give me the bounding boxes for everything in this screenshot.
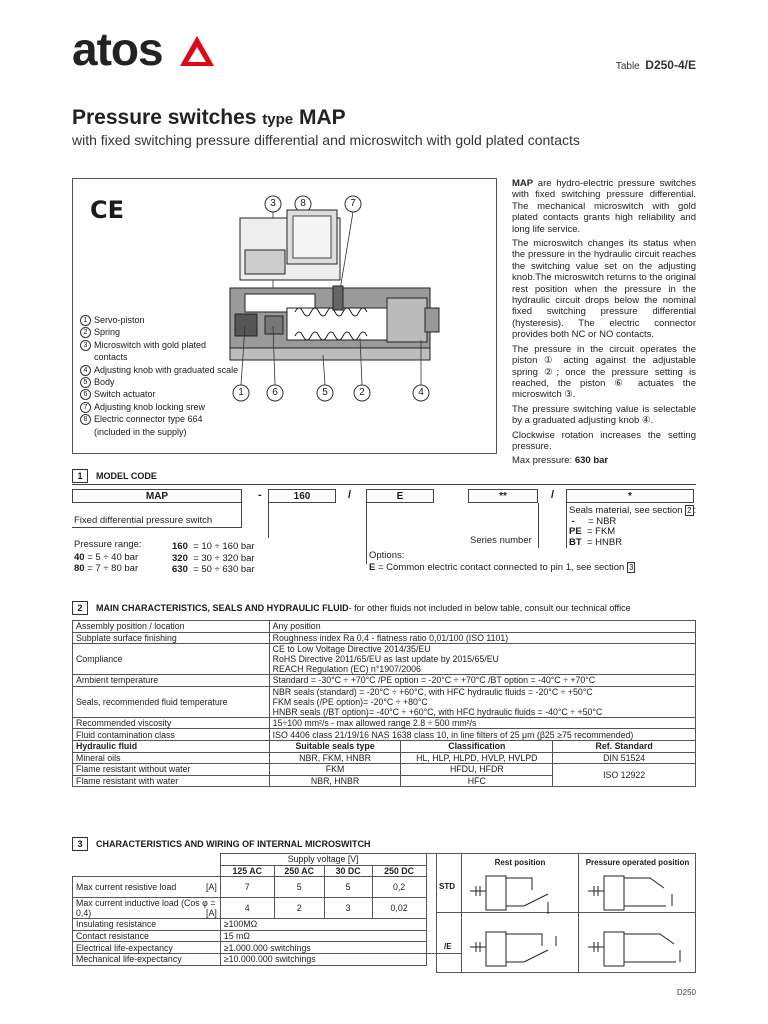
e-label: /E (444, 942, 452, 951)
legend-text: Microswitch with gold plated contacts (94, 339, 207, 363)
fluid-row: Flame resistant with water NBR, HNBR HFC (73, 775, 696, 787)
ce-mark: CE (90, 196, 125, 224)
page-subtitle: with fixed switching pressure differential and microswitch with gold plated contacts (72, 132, 580, 148)
brand-triangle-icon (178, 34, 216, 68)
table-row (73, 686, 696, 717)
code-box-seals: * (566, 489, 694, 503)
table-row (73, 644, 696, 675)
std-label: STD (439, 882, 455, 891)
row-label: Fluid contamination class (73, 729, 270, 741)
page-number: D250 (676, 988, 696, 997)
brand-logo: atos (72, 23, 163, 75)
table-row (73, 621, 696, 633)
pressure-position-label: Pressure operated position (585, 858, 690, 867)
product-description: MAP are hydro-electric pressure switches with fixed switching pressure differential. The mechanical microswitch with gold plated contacts grants high reliability and long life service. The microswitch changes its status when the pressure in the hydraulic circuit reaches the switching value set on the adjusting knob.The microswitch returns to the original rest position when the pressure in the hydraulic circuit drops below the nominal fixed switching pressure differential (hysteresis). The electric connector provides both NC or NO contacts. The pressure in the circuit operates the piston ① acting against the adjustable spring ②; once the pressure setting is reached, the piston ⑥ actuates the microswitch ③. The pressure switching value is selectable by a graduated adjusting knob ④. Clockwise rotation increases the setting pressure. Max pressure: 630 bar (512, 178, 696, 467)
row-label: Compliance (73, 644, 270, 675)
microswitch-table: Supply voltage [V] 125 AC 250 AC 30 DC 250 DC Max current resistive load [A] 7 5 5 0,2 Max current inductive load (Cos φ = 0,4) [A] 4 2 3 0,02 Insulating resistance ≥100MΩ Contact resistance 15 mΩ Electrical life-expectancy ≥1.000.000 switchings Mechanical life-expectancy ≥10.000.000 switchings (72, 853, 462, 966)
legend-number: 4 (80, 365, 91, 376)
legend-text: Body (94, 377, 115, 388)
section-3-header: 3 CHARACTERISTICS AND WIRING OF INTERNAL MICROSWITCH (72, 837, 371, 851)
legend-text: Adjusting knob with graduated scale (94, 364, 239, 375)
pressure-switch-section-drawing (225, 190, 465, 405)
page-title: Pressure switches type MAP (72, 106, 346, 129)
section-1-header: 1 MODEL CODE (72, 469, 157, 483)
series-number-label: Series number (470, 535, 532, 546)
fixed-diff-label: Fixed differential pressure switch (74, 515, 213, 526)
row-value: ISO 4406 class 21/19/16 NAS 1638 class 10, in line filters of 25 μm (β25 ≥75 recommended) (269, 729, 695, 741)
legend-number: 3 (80, 340, 91, 351)
wiring-diagrams (462, 866, 696, 972)
legend-item (80, 401, 240, 413)
option-e: E = Common electric contact connected to pin 1, see section 3 (369, 562, 634, 573)
row-label: Seals, recommended fluid temperature (73, 686, 270, 717)
row-label: Assembly position / location (73, 621, 270, 633)
legend-text: Spring (94, 327, 121, 338)
legend-item (80, 314, 240, 326)
pressure-ranges-left: 40 = 5 ÷ 40 bar 80 = 7 ÷ 80 bar (74, 552, 139, 574)
table-row (73, 632, 696, 644)
row-value: Standard = -30°C ÷ +70°C /PE option = -20°C ÷ +70°C /BT option = -40°C ÷ +70°C (269, 675, 695, 687)
code-sep-slash-1: / (348, 489, 352, 501)
seals-options: Seals material, see section 2 : - = NBR PE = FKM BT = HNBR (569, 505, 697, 548)
legend-item (80, 339, 240, 364)
rest-position-label: Rest position (494, 858, 546, 867)
row-value: NBR seals (standard) = -20°C ÷ +60°C, with HFC hydraulic fluids = -20°C ÷ +50°C FKM seals (/PE option)= -20°C ÷ +80°C HNBR seals (/BT option)= -40°C ÷ +60°C, with HFC hydraulic fluids = -40°C ÷ +50°C (269, 686, 695, 717)
legend-number: 5 (80, 377, 91, 388)
characteristics-table (72, 620, 696, 787)
section-2-header: 2 MAIN CHARACTERISTICS, SEALS AND HYDRAULIC FLUID - for other fluids not included in below table, consult our technical office (72, 601, 631, 615)
callout-8: 8 (300, 198, 306, 209)
callout-3: 3 (270, 198, 276, 209)
legend-item (80, 413, 240, 438)
legend-item (80, 388, 240, 400)
code-box-series: ** (468, 489, 538, 503)
row-value: 15÷100 mm²/s - max allowed range 2.8 ÷ 500 mm²/s (269, 717, 695, 729)
legend-text: Electric connector type 664 (included in the supply) (94, 414, 203, 437)
legend-text: Switch actuator (94, 389, 156, 400)
table-row (73, 729, 696, 741)
options-label: Options: (369, 550, 405, 561)
table-row (73, 675, 696, 687)
figure-legend (80, 314, 240, 438)
callout-4: 4 (418, 387, 424, 398)
callout-5: 5 (322, 387, 328, 398)
fluid-header-row: Hydraulic fluid Suitable seals type Classification Ref. Standard (73, 740, 696, 752)
row-value: CE to Low Voltage Directive 2014/35/EU RoHS Directive 2011/65/EU as last update by 2015/65/EU REACH Regulation (EC) n°1907/2006 (269, 644, 695, 675)
callout-7: 7 (350, 198, 356, 209)
legend-number: 8 (80, 414, 91, 425)
legend-number: 7 (80, 402, 91, 413)
code-box-map: MAP (72, 489, 242, 503)
callout-1: 1 (238, 387, 244, 398)
row-value: Roughness index Ra 0,4 - flatness ratio 0,01/100 (ISO 1101) (269, 632, 695, 644)
row-label: Ambient temperature (73, 675, 270, 687)
legend-number: 6 (80, 389, 91, 400)
callout-2: 2 (359, 387, 365, 398)
fluid-row: Mineral oils NBR, FKM, HNBR HL, HLP, HLPD, HVLP, HVLPD DIN 51524 (73, 752, 696, 764)
code-sep-dash: - (258, 489, 262, 501)
legend-item (80, 376, 240, 388)
row-label: Subplate surface finishing (73, 632, 270, 644)
code-box-option: E (366, 489, 434, 503)
callout-6: 6 (272, 387, 278, 398)
legend-item (80, 326, 240, 338)
legend-item (80, 364, 240, 376)
row-label: Recommended viscosity (73, 717, 270, 729)
table-reference: Table D250-4/E (615, 58, 696, 72)
code-sep-slash-2: / (551, 489, 555, 501)
code-box-pressure: 160 (268, 489, 336, 503)
pressure-range-label: Pressure range: (74, 539, 142, 550)
legend-number: 1 (80, 315, 91, 326)
pressure-ranges-right: 160 = 10 ÷ 160 bar 320 = 30 ÷ 320 bar 630 = 50 ÷ 630 bar (172, 541, 255, 575)
legend-number: 2 (80, 327, 91, 338)
legend-text: Adjusting knob locking srew (94, 401, 206, 412)
legend-text: Servo-piston (94, 315, 145, 325)
table-row (73, 717, 696, 729)
fluid-row: Flame resistant without water FKM HFDU, HFDR ISO 12922 (73, 764, 696, 776)
row-value: Any position (269, 621, 695, 633)
